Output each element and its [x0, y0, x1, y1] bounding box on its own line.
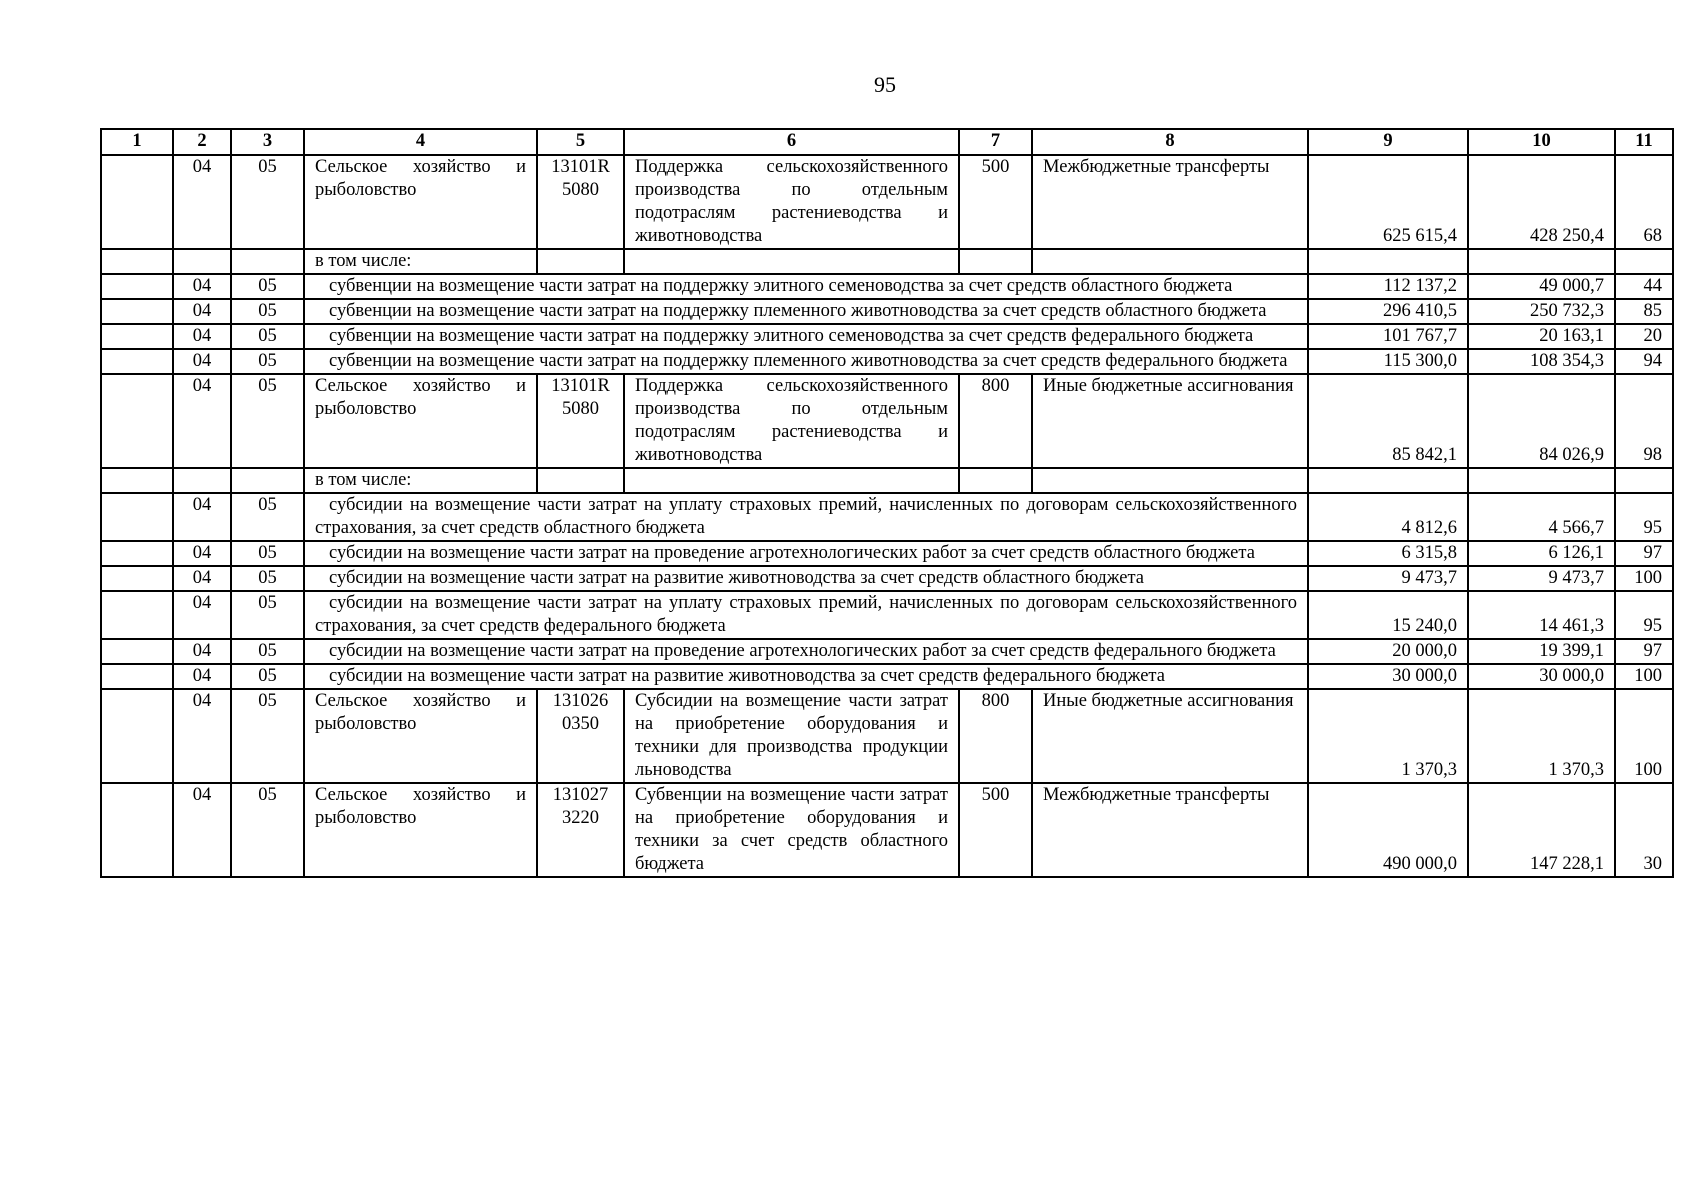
cell-planned: 1 370,3	[1308, 689, 1468, 783]
cell-col1	[101, 274, 173, 299]
cell-executed: 84 026,9	[1468, 374, 1615, 468]
cell-planned: 625 615,4	[1308, 155, 1468, 249]
cell-col1	[101, 299, 173, 324]
cell-section: 04	[173, 566, 231, 591]
cell-planned: 6 315,8	[1308, 541, 1468, 566]
cell-percent: 44	[1615, 274, 1673, 299]
cell-percent: 30	[1615, 783, 1673, 877]
cell-col1	[101, 468, 173, 493]
cell-percent: 100	[1615, 664, 1673, 689]
cell-target-name: Субсидии на возмещение части затрат на приобретение оборудования и техники для производства продукции льноводства	[624, 689, 959, 783]
table-row	[101, 689, 1673, 783]
table-row	[101, 274, 1673, 299]
cell-empty	[1032, 249, 1308, 274]
cell-sub-item-description: субсидии на возмещение части затрат на уплату страховых премий, начисленных по договорам сельскохозяйственного страхования, за счет средств федерального бюджета	[304, 591, 1308, 639]
cell-expense-type: 500	[959, 783, 1032, 877]
cell-empty	[1308, 249, 1468, 274]
cell-sub-item-description: субвенции на возмещение части затрат на поддержку элитного семеноводства за счет средств федерального бюджета	[304, 324, 1308, 349]
cell-sub-item-description: субсидии на возмещение части затрат на уплату страховых премий, начисленных по договорам сельскохозяйственного страхования, за счет средств областного бюджета	[304, 493, 1308, 541]
cell-target-name: Поддержка сельскохозяйственного производства по отдельным подотраслям растениеводства и животноводства	[624, 155, 959, 249]
cell-target-code: 13101R 5080	[537, 374, 624, 468]
cell-percent: 68	[1615, 155, 1673, 249]
table-row	[101, 299, 1673, 324]
cell-percent: 94	[1615, 349, 1673, 374]
cell-subsection: 05	[231, 274, 304, 299]
cell-empty	[1615, 249, 1673, 274]
cell-including-label: в том числе:	[304, 249, 537, 274]
column-header: 4	[304, 129, 537, 155]
cell-expense-name: Иные бюджетные ассигнования	[1032, 374, 1308, 468]
column-header: 2	[173, 129, 231, 155]
cell-section: 04	[173, 591, 231, 639]
cell-planned: 85 842,1	[1308, 374, 1468, 468]
cell-section: 04	[173, 664, 231, 689]
cell-empty	[1468, 249, 1615, 274]
cell-section: 04	[173, 374, 231, 468]
table-row	[101, 155, 1673, 249]
cell-section-name: Сельское хозяйство и рыболовство	[304, 374, 537, 468]
cell-expense-name: Межбюджетные трансферты	[1032, 155, 1308, 249]
table-row	[101, 493, 1673, 541]
cell-expense-type: 800	[959, 689, 1032, 783]
table-row	[101, 639, 1673, 664]
cell-executed: 147 228,1	[1468, 783, 1615, 877]
cell-planned: 20 000,0	[1308, 639, 1468, 664]
cell-executed: 19 399,1	[1468, 639, 1615, 664]
cell-executed: 14 461,3	[1468, 591, 1615, 639]
cell-empty	[624, 249, 959, 274]
cell-expense-type: 500	[959, 155, 1032, 249]
cell-section: 04	[173, 493, 231, 541]
cell-empty	[537, 249, 624, 274]
cell-percent: 20	[1615, 324, 1673, 349]
cell-section: 04	[173, 299, 231, 324]
cell-percent: 97	[1615, 639, 1673, 664]
cell-target-code: 131027 3220	[537, 783, 624, 877]
column-header: 1	[101, 129, 173, 155]
table-row	[101, 591, 1673, 639]
cell-subsection: 05	[231, 374, 304, 468]
cell-empty	[1032, 468, 1308, 493]
cell-percent: 95	[1615, 493, 1673, 541]
cell-col1	[101, 566, 173, 591]
cell-sub-item-description: субсидии на возмещение части затрат на развитие животноводства за счет средств областного бюджета	[304, 566, 1308, 591]
column-header: 3	[231, 129, 304, 155]
cell-percent: 98	[1615, 374, 1673, 468]
cell-planned: 101 767,7	[1308, 324, 1468, 349]
cell-sub-item-description: субвенции на возмещение части затрат на поддержку элитного семеноводства за счет средств областного бюджета	[304, 274, 1308, 299]
cell-planned: 15 240,0	[1308, 591, 1468, 639]
cell-subsection: 05	[231, 541, 304, 566]
cell-sub-item-description: субсидии на возмещение части затрат на проведение агротехнологических работ за счет средств федерального бюджета	[304, 639, 1308, 664]
cell-subsection: 05	[231, 155, 304, 249]
cell-section: 04	[173, 689, 231, 783]
cell-planned: 490 000,0	[1308, 783, 1468, 877]
cell-sub-item-description: субвенции на возмещение части затрат на поддержку племенного животноводства за счет средств федерального бюджета	[304, 349, 1308, 374]
cell-percent: 95	[1615, 591, 1673, 639]
cell-planned: 30 000,0	[1308, 664, 1468, 689]
cell-empty	[959, 249, 1032, 274]
page-number: 95	[874, 72, 896, 97]
cell-col1	[101, 591, 173, 639]
table-body	[101, 155, 1673, 877]
cell-executed: 9 473,7	[1468, 566, 1615, 591]
cell-expense-type: 800	[959, 374, 1032, 468]
cell-executed: 20 163,1	[1468, 324, 1615, 349]
cell-subsection: 05	[231, 299, 304, 324]
cell-subsection: 05	[231, 566, 304, 591]
column-header: 9	[1308, 129, 1468, 155]
cell-empty	[537, 468, 624, 493]
cell-subsection	[231, 249, 304, 274]
cell-subsection: 05	[231, 639, 304, 664]
cell-section: 04	[173, 783, 231, 877]
cell-planned: 9 473,7	[1308, 566, 1468, 591]
cell-col1	[101, 783, 173, 877]
column-header: 7	[959, 129, 1032, 155]
cell-expense-name: Иные бюджетные ассигнования	[1032, 689, 1308, 783]
cell-planned: 296 410,5	[1308, 299, 1468, 324]
cell-subsection: 05	[231, 324, 304, 349]
cell-target-code: 131026 0350	[537, 689, 624, 783]
cell-percent: 100	[1615, 689, 1673, 783]
table-row	[101, 349, 1673, 374]
budget-table	[100, 128, 1674, 878]
cell-executed: 108 354,3	[1468, 349, 1615, 374]
cell-section: 04	[173, 324, 231, 349]
cell-including-label: в том числе:	[304, 468, 537, 493]
cell-target-name: Субвенции на возмещение части затрат на приобретение оборудования и техники за счет средств областного бюджета	[624, 783, 959, 877]
cell-subsection: 05	[231, 689, 304, 783]
cell-col1	[101, 155, 173, 249]
cell-expense-name: Межбюджетные трансферты	[1032, 783, 1308, 877]
cell-executed: 1 370,3	[1468, 689, 1615, 783]
header-row	[101, 129, 1673, 155]
cell-executed: 49 000,7	[1468, 274, 1615, 299]
cell-col1	[101, 664, 173, 689]
cell-executed: 4 566,7	[1468, 493, 1615, 541]
cell-sub-item-description: субсидии на возмещение части затрат на проведение агротехнологических работ за счет средств областного бюджета	[304, 541, 1308, 566]
cell-planned: 115 300,0	[1308, 349, 1468, 374]
cell-planned: 112 137,2	[1308, 274, 1468, 299]
cell-col1	[101, 349, 173, 374]
cell-col1	[101, 324, 173, 349]
table-row	[101, 783, 1673, 877]
cell-col1	[101, 541, 173, 566]
cell-empty	[1308, 468, 1468, 493]
cell-col1	[101, 639, 173, 664]
column-header: 10	[1468, 129, 1615, 155]
cell-subsection: 05	[231, 591, 304, 639]
cell-empty	[959, 468, 1032, 493]
cell-executed: 250 732,3	[1468, 299, 1615, 324]
column-header: 8	[1032, 129, 1308, 155]
cell-subsection: 05	[231, 783, 304, 877]
table-row	[101, 664, 1673, 689]
cell-section: 04	[173, 349, 231, 374]
cell-col1	[101, 493, 173, 541]
cell-subsection: 05	[231, 349, 304, 374]
cell-target-name: Поддержка сельскохозяйственного производства по отдельным подотраслям растениеводства и животноводства	[624, 374, 959, 468]
cell-empty	[624, 468, 959, 493]
cell-target-code: 13101R 5080	[537, 155, 624, 249]
cell-section: 04	[173, 541, 231, 566]
cell-subsection: 05	[231, 493, 304, 541]
cell-section	[173, 468, 231, 493]
column-header: 11	[1615, 129, 1673, 155]
cell-planned: 4 812,6	[1308, 493, 1468, 541]
table-row	[101, 249, 1673, 274]
cell-percent: 85	[1615, 299, 1673, 324]
table-row	[101, 374, 1673, 468]
cell-section-name: Сельское хозяйство и рыболовство	[304, 689, 537, 783]
column-header: 6	[624, 129, 959, 155]
cell-section-name: Сельское хозяйство и рыболовство	[304, 155, 537, 249]
cell-empty	[1615, 468, 1673, 493]
cell-sub-item-description: субсидии на возмещение части затрат на развитие животноводства за счет средств федерального бюджета	[304, 664, 1308, 689]
cell-percent: 100	[1615, 566, 1673, 591]
cell-section: 04	[173, 639, 231, 664]
cell-section	[173, 249, 231, 274]
cell-executed: 30 000,0	[1468, 664, 1615, 689]
cell-section: 04	[173, 274, 231, 299]
cell-executed: 428 250,4	[1468, 155, 1615, 249]
table-row	[101, 324, 1673, 349]
column-header: 5	[537, 129, 624, 155]
cell-subsection	[231, 468, 304, 493]
cell-col1	[101, 249, 173, 274]
cell-sub-item-description: субвенции на возмещение части затрат на поддержку племенного животноводства за счет средств областного бюджета	[304, 299, 1308, 324]
cell-col1	[101, 374, 173, 468]
cell-section: 04	[173, 155, 231, 249]
cell-empty	[1468, 468, 1615, 493]
cell-subsection: 05	[231, 664, 304, 689]
cell-percent: 97	[1615, 541, 1673, 566]
table-row	[101, 468, 1673, 493]
table-row	[101, 541, 1673, 566]
cell-col1	[101, 689, 173, 783]
cell-executed: 6 126,1	[1468, 541, 1615, 566]
cell-section-name: Сельское хозяйство и рыболовство	[304, 783, 537, 877]
table-row	[101, 566, 1673, 591]
